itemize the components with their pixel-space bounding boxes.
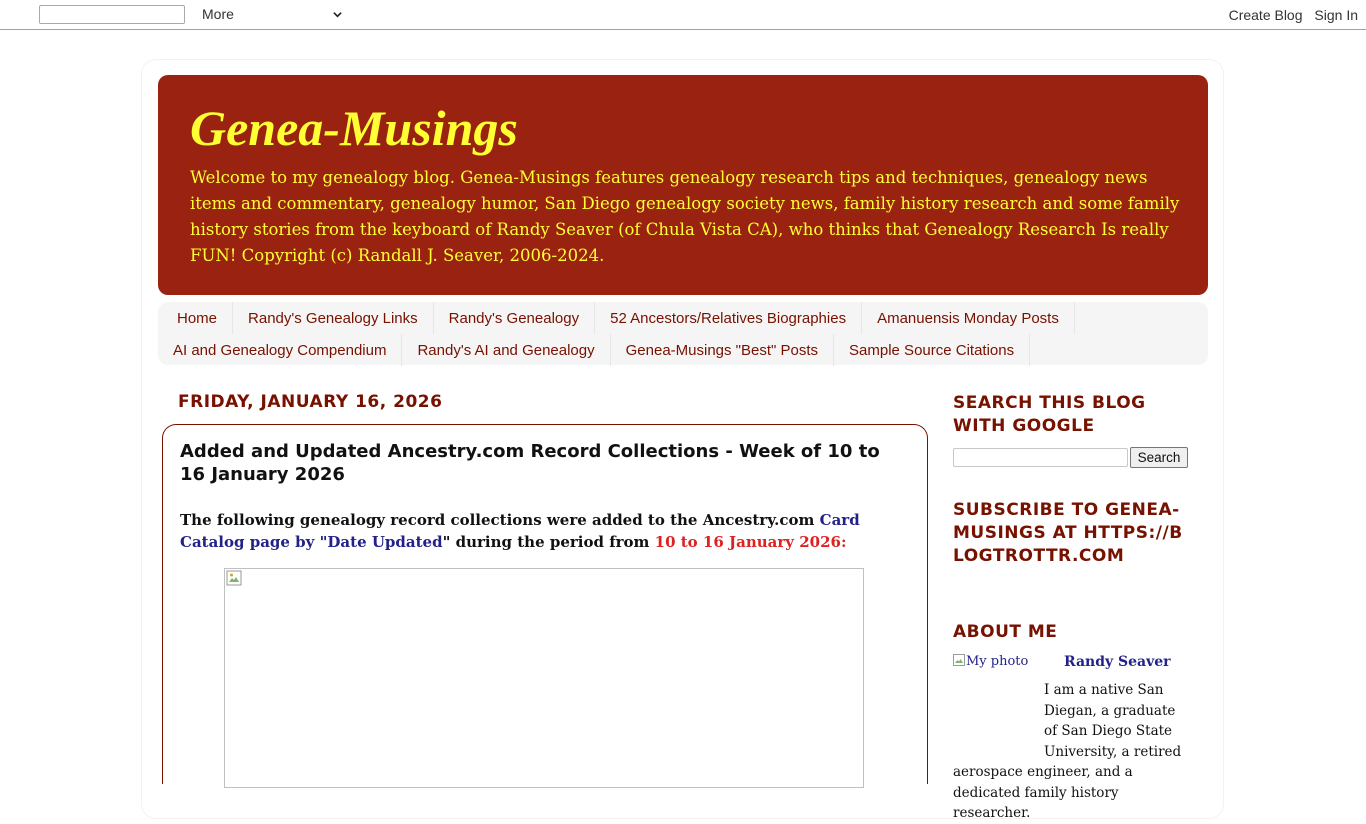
blog-description: Welcome to my genealogy blog. Genea-Musings features genealogy research tips and techniques, genealogy news items and commentary, genealogy humor, San Diego genealogy society news, family history research and some family history stories from the keyboard of Randy Seaver (of Chula Vista CA), who thinks that Genealogy Research Is really FUN! Copyright (c) Randall J. Seaver, 2006-2024. [190,168,1180,265]
tab-row-2 [158,334,1030,366]
profile-bio-text: I am a native San Diegan, a graduate of San Diego State University, a retired aerospace engineer, and a dedicated family history researcher. [953,682,1182,821]
chevron-down-icon [333,10,342,19]
more-dropdown-label: More [202,6,234,22]
tab-sample-source-citations[interactable]: Sample Source Citations [834,334,1030,366]
navbar-links [1221,7,1358,23]
tab-randys-genealogy[interactable]: Randy's Genealogy [434,302,595,334]
blog-title[interactable]: Genea-Musings [190,100,518,156]
profile-name-link[interactable]: Randy Seaver [1064,654,1171,670]
about-me-heading: ABOUT ME [953,622,1058,642]
more-dropdown[interactable] [202,6,344,23]
search-blog-heading: SEARCH THIS BLOG WITH GOOGLE [953,393,1146,436]
broken-image-icon [226,570,242,586]
sign-in-link[interactable]: Sign In [1314,7,1358,23]
tab-home[interactable]: Home [158,302,233,334]
blog-search-button[interactable]: Search [1130,447,1188,468]
post-date-header: FRIDAY, JANUARY 16, 2026 [178,392,443,412]
navbar-search-input[interactable] [39,5,185,24]
tab-randys-ai-genealogy[interactable]: Randy's AI and Genealogy [402,334,610,366]
tab-row-1 [158,302,1075,334]
tab-best-posts[interactable]: Genea-Musings "Best" Posts [611,334,834,366]
post-title[interactable]: Added and Updated Ancestry.com Record Collections - Week of 10 to 16 January 2026 [180,441,880,485]
create-blog-link[interactable]: Create Blog [1228,7,1303,23]
tab-52-ancestors[interactable]: 52 Ancestors/Relatives Biographies [595,302,862,334]
profile-photo-alt: My photo [966,654,1029,669]
blog-header [158,75,1208,295]
post-image[interactable] [224,568,864,788]
profile-bio [953,680,1185,821]
post-body-intro: The following genealogy record collections were added to the Ancestry.com [180,511,820,529]
page-tabs [158,302,1208,365]
post-body-dates: 10 to 16 January 2026: [654,533,847,551]
broken-image-icon [953,654,965,666]
blogger-navbar [0,0,1366,30]
tab-randys-genealogy-links[interactable]: Randy's Genealogy Links [233,302,434,334]
subscribe-heading: SUBSCRIBE TO GENEA-MUSINGS AT HTTPS://BLOGTROTTR.COM [953,500,1183,566]
tab-ai-genealogy-compendium[interactable]: AI and Genealogy Compendium [158,334,402,366]
profile-photo[interactable] [953,654,1028,669]
post-body-mid: " during the period from [442,533,655,551]
blog-post [162,424,928,784]
post-body [180,509,880,553]
blog-search-input[interactable] [953,448,1128,467]
tab-amanuensis-monday[interactable]: Amanuensis Monday Posts [862,302,1075,334]
card-catalog-link[interactable]: Card Catalog page by "Date Updated [180,511,860,551]
